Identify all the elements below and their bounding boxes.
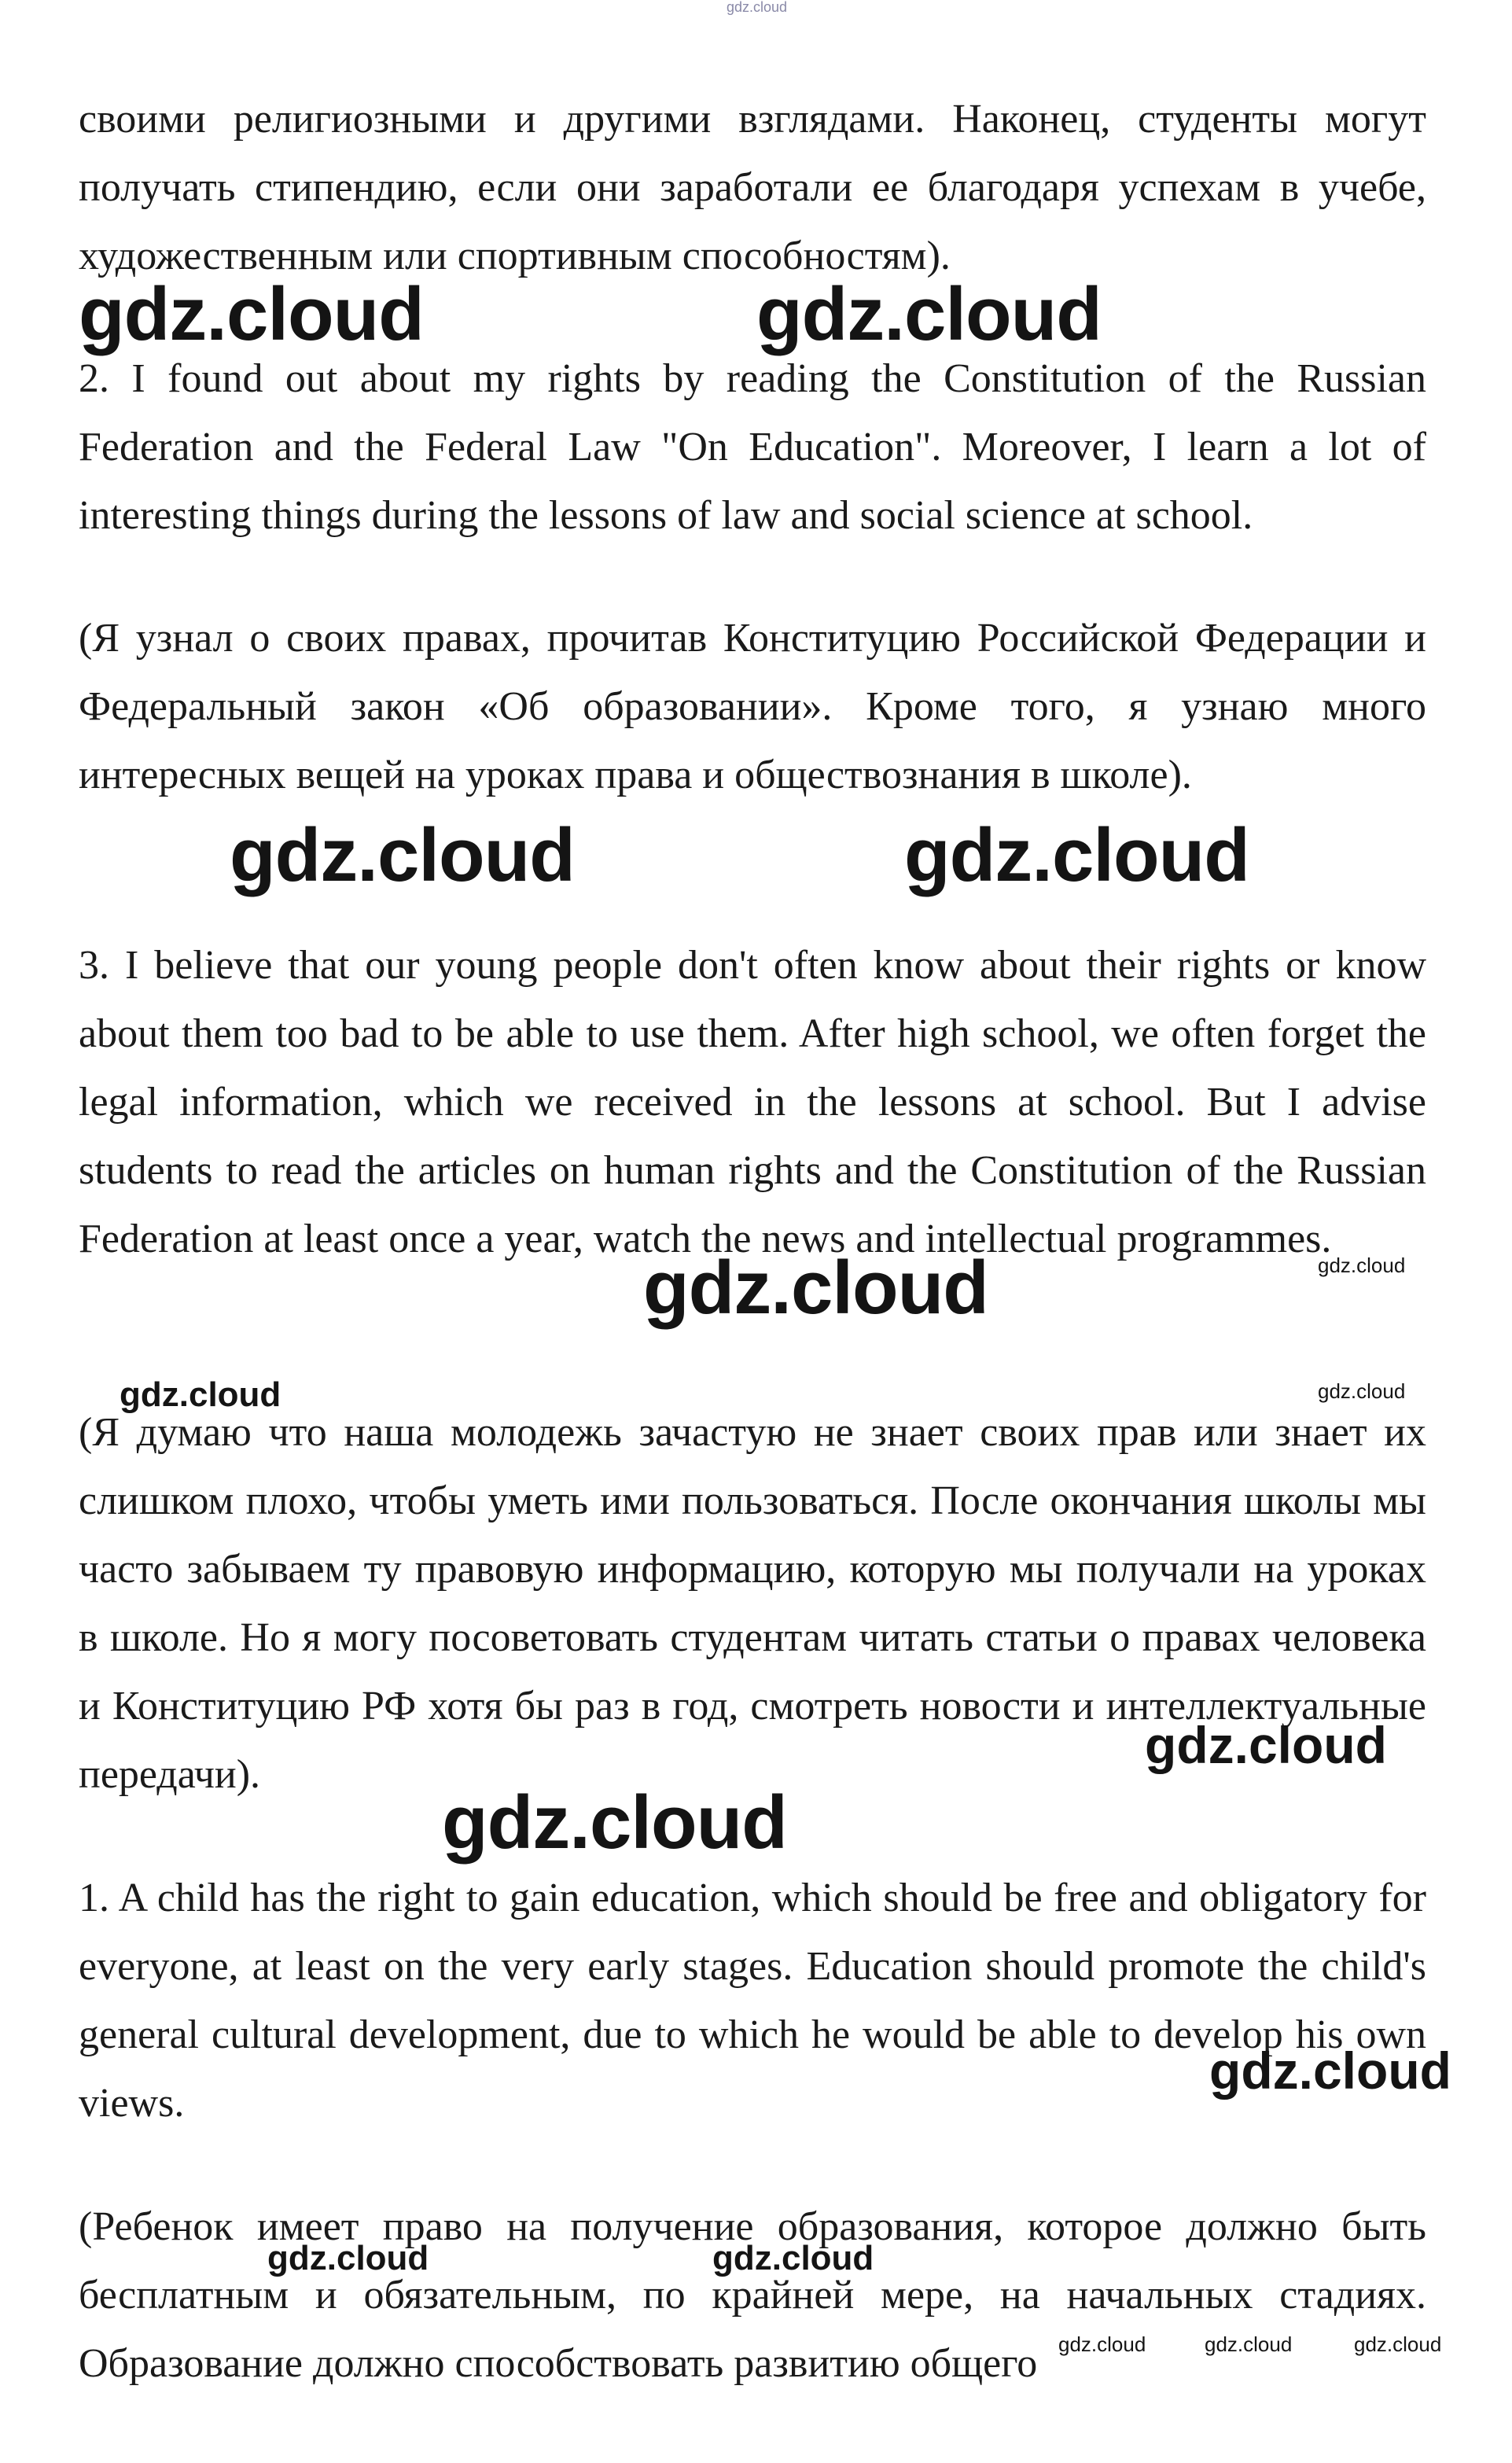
watermark: gdz.cloud (1209, 2041, 1451, 2100)
watermark: gdz.cloud (756, 272, 1102, 356)
watermark: gdz.cloud (230, 813, 575, 897)
paragraph-answer-1-en: 1. A child has the right to gain education, which should be free and obligatory for everyone, at least on the very early stages. Education should promote the child's general cultural development, due to which he would be able to develop his own views. (79, 1876, 1426, 2126)
watermark: gdz.cloud (1354, 2332, 1442, 2356)
paragraph-answer-2-en: 2. I found out about my rights by reading the Constitution of the Russian Federation and the Federal Law "On Education". Moreover, I learn a lot of interesting things during the lessons of law and social science at school. (79, 356, 1426, 538)
watermark: gdz.cloud (120, 1375, 281, 1414)
watermark: gdz.cloud (1318, 1254, 1406, 1277)
watermark: gdz.cloud (1205, 2332, 1293, 2356)
paragraph-ru-continuation: своими религиозными и другими взглядами. Наконец, студенты могут получать стипендию, если они заработали ее благодаря успехам в учебе, художественным или спортивным способностям). (79, 97, 1426, 278)
watermark: gdz.cloud (442, 1780, 787, 1865)
watermark: gdz.cloud (79, 272, 424, 356)
watermark: gdz.cloud (1145, 1716, 1387, 1774)
paragraph-answer-1-ru: (Ребенок имеет право на получение образования, которое должно быть бесплатным и обязательным, по крайней мере, на начальных стадиях. Образование должно способствовать развитию общего (79, 2204, 1426, 2386)
watermark: gdz.cloud (267, 2239, 429, 2277)
watermark: gdz.cloud (727, 0, 788, 15)
paragraph-answer-2-ru: (Я узнал о своих правах, прочитав Конституцию Российской Федерации и Федеральный закон «Об образовании». Кроме того, я узнаю много интересных вещей на уроках права и обществознания в школе). (79, 616, 1426, 797)
paragraph-answer-3-en: 3. I believe that our young people don't often know about their rights or know about them too bad to be able to use them. After high school, we often forget the legal information, which we received in the lessons at school. But I advise students to read the articles on human rights and the Constitution of the Russian Federation at least once a year, watch the news and intellectual programmes. (79, 943, 1426, 1261)
watermark: gdz.cloud (1058, 2332, 1146, 2356)
paragraph-answer-3-ru: (Я думаю что наша молодежь зачастую не знает своих прав или знает их слишком плохо, чтобы уметь ими пользоваться. После окончания школы мы часто забываем ту правовую информацию, которую мы получали на уроках в школе. Но я могу посоветовать студентам читать статьи о правах человека и Конституцию РФ хотя бы раз в год, смотреть новости и интеллектуальные передачи). (79, 1410, 1426, 1797)
watermark: gdz.cloud (904, 813, 1249, 897)
watermark: gdz.cloud (1318, 1379, 1406, 1403)
watermark: gdz.cloud (712, 2239, 874, 2277)
watermark: gdz.cloud (643, 1246, 988, 1330)
